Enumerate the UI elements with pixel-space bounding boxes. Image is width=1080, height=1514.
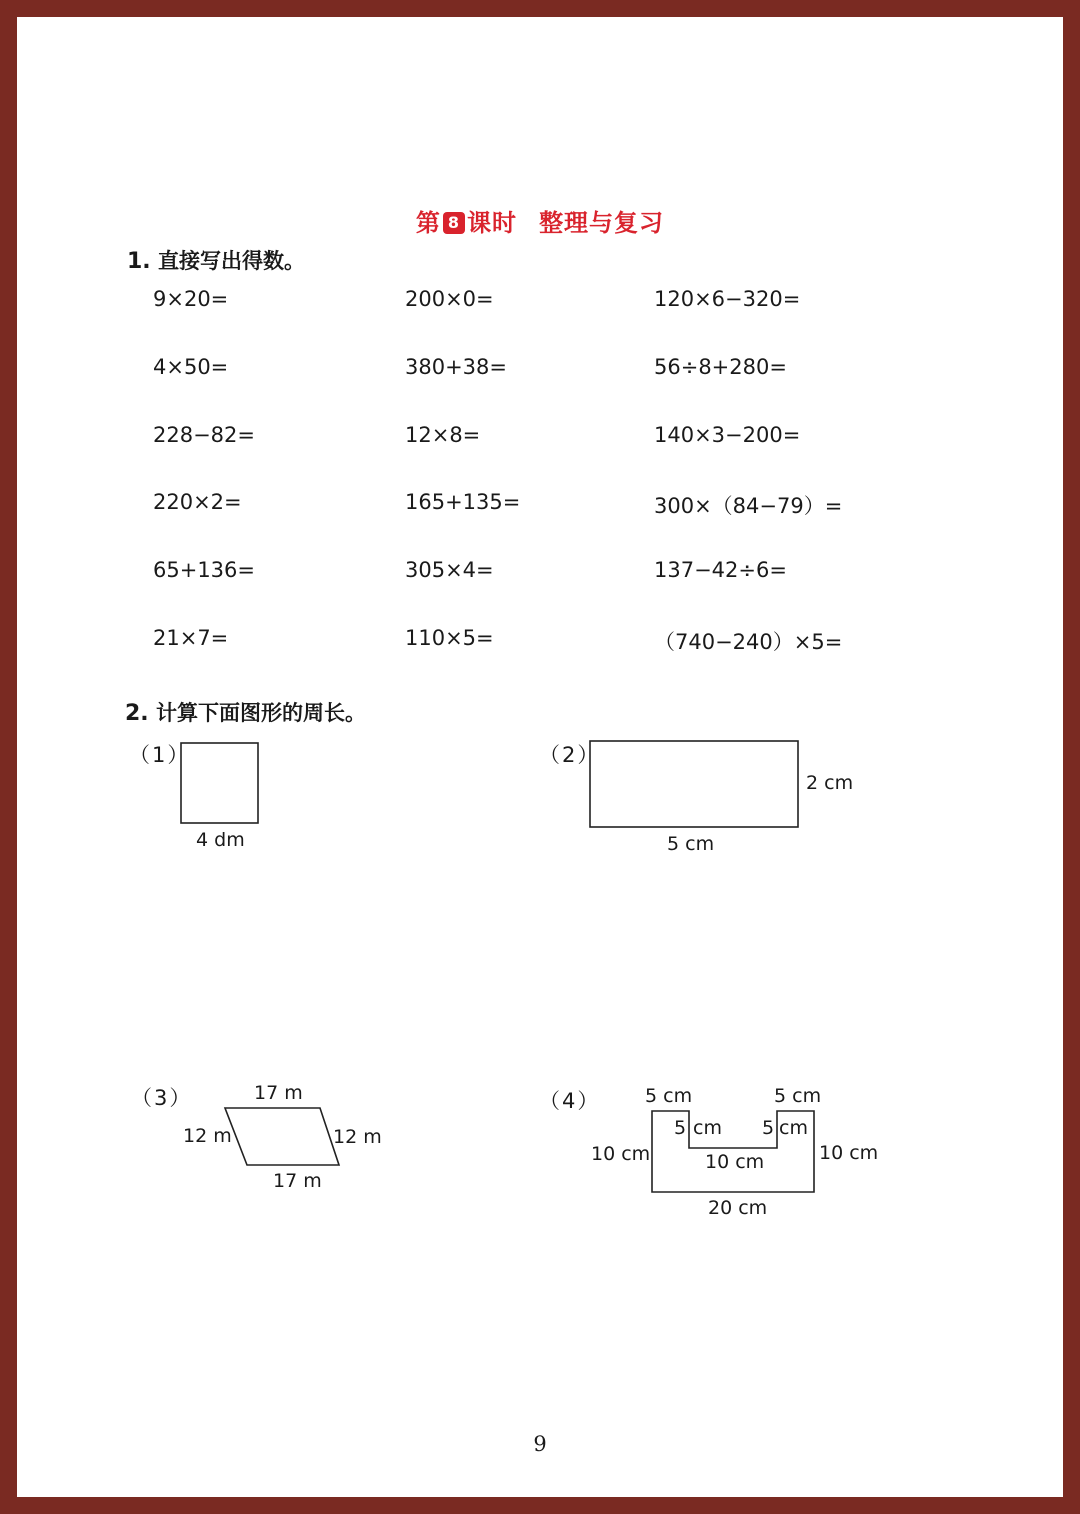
calc-expression: 120×6−320= bbox=[654, 287, 801, 311]
title-suffix: 课时 bbox=[467, 209, 518, 237]
calc-expression: 305×4= bbox=[405, 558, 494, 582]
calc-expression: 9×20= bbox=[153, 287, 229, 311]
parallelogram-bottom-label: 17 m bbox=[273, 1170, 322, 1192]
figure-1-label: （1） bbox=[129, 743, 191, 767]
calc-expression: 65+136= bbox=[153, 558, 255, 582]
parallelogram-figure bbox=[222, 1105, 342, 1169]
rectangle-figure bbox=[589, 740, 801, 829]
u-inner-bottom-label: 10 cm bbox=[705, 1151, 765, 1173]
calc-expression: 56÷8+280= bbox=[654, 355, 787, 379]
u-bottom-label: 20 cm bbox=[708, 1197, 768, 1219]
question-2-prompt: 计算下面图形的周长。 bbox=[155, 701, 366, 725]
square-side-label: 4 dm bbox=[196, 829, 245, 851]
page-title bbox=[17, 203, 1063, 238]
question-2-number: 2. bbox=[125, 701, 149, 726]
rectangle-height-label: 2 cm bbox=[806, 772, 854, 794]
u-top-left-label: 5 cm bbox=[645, 1085, 693, 1107]
parallelogram-right-label: 12 m bbox=[333, 1126, 382, 1148]
u-inner-right-unit: cm bbox=[779, 1117, 808, 1139]
calc-expression: 300×（84−79）= bbox=[654, 494, 843, 518]
calc-expression: 137−42÷6= bbox=[654, 558, 787, 582]
u-right-label: 10 cm bbox=[819, 1142, 879, 1164]
u-top-right-label: 5 cm bbox=[774, 1085, 822, 1107]
question-1-heading bbox=[127, 245, 305, 275]
figure-2-label: （2） bbox=[539, 743, 601, 767]
figure-3-label: （3） bbox=[131, 1086, 193, 1110]
square-figure bbox=[180, 742, 260, 825]
worksheet-page bbox=[17, 17, 1063, 1497]
figure-4-label: （4） bbox=[539, 1089, 601, 1113]
parallelogram-top-label: 17 m bbox=[254, 1082, 303, 1104]
question-1-prompt: 直接写出得数。 bbox=[157, 249, 305, 273]
title-prefix: 第 bbox=[415, 209, 441, 237]
calc-expression: 200×0= bbox=[405, 287, 494, 311]
u-inner-right-value: 5 bbox=[762, 1117, 775, 1139]
calc-expression: 380+38= bbox=[405, 355, 507, 379]
lesson-number-badge: 8 bbox=[443, 212, 465, 234]
u-inner-left-unit: cm bbox=[693, 1117, 722, 1139]
question-1-number: 1. bbox=[127, 249, 151, 274]
question-2-heading bbox=[125, 697, 366, 727]
u-inner-left-value: 5 bbox=[674, 1117, 687, 1139]
calc-expression: 228−82= bbox=[153, 423, 255, 447]
calc-expression: 220×2= bbox=[153, 490, 242, 514]
calc-expression: （740−240）×5= bbox=[654, 630, 843, 654]
u-left-label: 10 cm bbox=[591, 1143, 651, 1165]
calc-expression: 165+135= bbox=[405, 490, 521, 514]
calc-expression: 4×50= bbox=[153, 355, 229, 379]
parallelogram-left-label: 12 m bbox=[183, 1125, 232, 1147]
title-topic: 整理与复习 bbox=[539, 209, 665, 237]
page-number: 9 bbox=[533, 1432, 547, 1456]
calc-expression: 140×3−200= bbox=[654, 423, 801, 447]
rectangle-width-label: 5 cm bbox=[667, 833, 715, 855]
calc-expression: 21×7= bbox=[153, 626, 229, 650]
calc-expression: 12×8= bbox=[405, 423, 481, 447]
calc-expression: 110×5= bbox=[405, 626, 494, 650]
